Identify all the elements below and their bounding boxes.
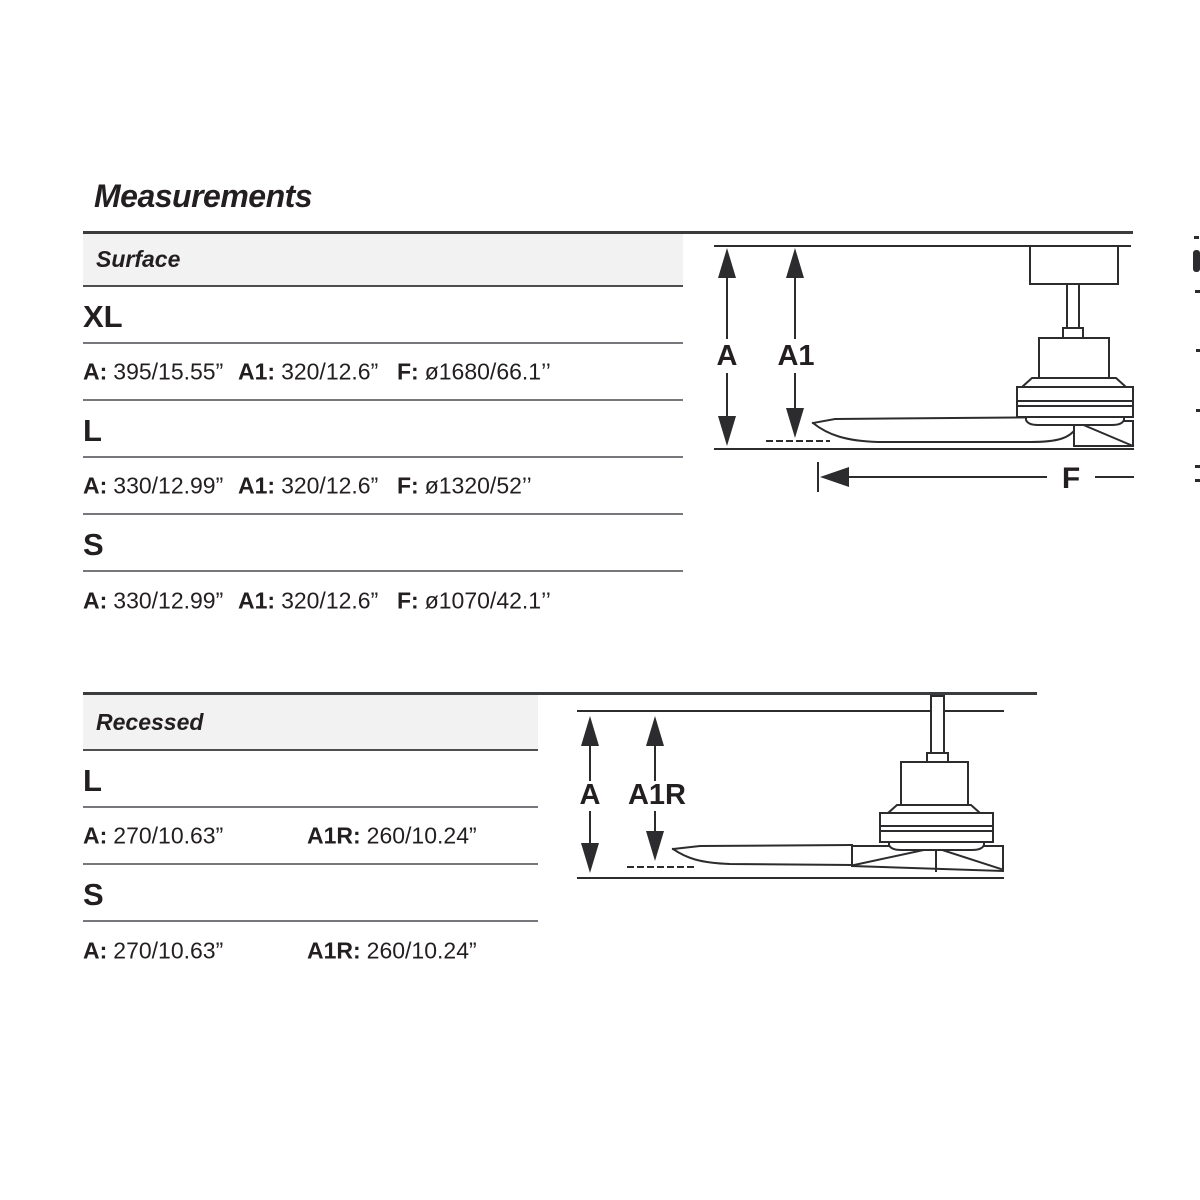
dim-a	[83, 472, 223, 499]
arrow-a-up	[581, 716, 599, 746]
rod-coupler	[1063, 328, 1083, 338]
dim-value: 270/10.63”	[113, 822, 224, 848]
dim-value: 320/12.6”	[281, 358, 379, 384]
dim-a	[83, 937, 223, 964]
dim-a	[83, 358, 223, 385]
dim-a1	[238, 587, 378, 614]
dim-a1r	[307, 937, 477, 964]
motor-ring-bottom	[880, 831, 993, 842]
size-label: S	[83, 526, 104, 562]
dim-label: A1:	[238, 587, 276, 613]
dim-a1r	[307, 822, 477, 849]
motor-cap	[889, 842, 984, 850]
dim-value: ø1680/66.1’’	[424, 358, 551, 384]
arrow-f-left	[820, 467, 849, 487]
dim-value: 330/12.99”	[113, 587, 224, 613]
dim-value: ø1320/52’’	[424, 472, 532, 498]
arrow-a1-down	[786, 408, 804, 438]
arrow-a1r-up	[646, 716, 664, 746]
dim-value: 330/12.99”	[113, 472, 224, 498]
recessed-size-l	[83, 751, 538, 808]
dim-label: F:	[397, 358, 419, 384]
arrow-a-down	[718, 416, 736, 446]
motor-ring-top	[880, 813, 993, 826]
downrod	[931, 696, 944, 753]
page-title: Measurements	[94, 178, 313, 214]
fan-blade	[673, 845, 852, 849]
dim-label: A:	[83, 937, 108, 963]
dimension-label-a1: A1	[777, 340, 815, 372]
arrow-a-up	[718, 248, 736, 278]
motor-ring-top	[1017, 387, 1133, 401]
motor-plate	[1022, 378, 1126, 387]
recessed-dims-l	[83, 808, 538, 865]
dimension-label-a: A	[716, 340, 738, 372]
surface-dims-s	[83, 572, 683, 629]
dim-value: 320/12.6”	[281, 472, 379, 498]
dim-a1	[238, 472, 378, 499]
arrow-a-down	[581, 843, 599, 873]
motor-housing	[1039, 338, 1109, 378]
dim-value: 260/10.24”	[366, 937, 477, 963]
dim-value: 270/10.63”	[113, 937, 224, 963]
dim-label: A1R:	[307, 937, 361, 963]
dim-label: A:	[83, 822, 108, 848]
arrow-a1r-down	[646, 831, 664, 861]
ceiling-canopy	[1030, 246, 1118, 284]
arrow-a1-up	[786, 248, 804, 278]
recessed-mount-fan-diagram	[560, 695, 1020, 895]
dim-label: F:	[397, 587, 419, 613]
dim-value: 260/10.24”	[366, 822, 477, 848]
dim-label: A:	[83, 358, 108, 384]
surface-dims-xl	[83, 344, 683, 401]
motor-ring-bottom	[1017, 406, 1133, 417]
size-label: L	[83, 412, 102, 448]
surface-size-l	[83, 401, 683, 458]
dim-label: A1R:	[307, 822, 361, 848]
dim-label: A:	[83, 587, 108, 613]
dimension-label-a: A	[579, 779, 601, 811]
size-label: L	[83, 762, 102, 798]
size-label: S	[83, 876, 104, 912]
dim-value: ø1070/42.1’’	[424, 587, 551, 613]
recessed-header-label: Recessed	[96, 708, 204, 735]
surface-header-label: Surface	[96, 246, 181, 272]
rod-coupler	[927, 753, 948, 762]
surface-size-s	[83, 515, 683, 572]
downrod	[1067, 284, 1079, 330]
dim-label: F:	[397, 472, 419, 498]
dim-label: A1:	[238, 358, 276, 384]
dimension-label-f: F	[1061, 462, 1081, 495]
surface-mount-fan-diagram	[688, 236, 1140, 500]
motor-housing	[901, 762, 968, 805]
recessed-table-header	[83, 695, 538, 751]
dim-f	[397, 358, 551, 385]
motor-cap	[1026, 417, 1124, 425]
surface-table-header	[83, 234, 683, 287]
recessed-size-s	[83, 865, 538, 922]
motor-plate	[888, 805, 980, 813]
recessed-table	[83, 695, 538, 979]
recessed-dims-s	[83, 922, 538, 979]
dim-label: A:	[83, 472, 108, 498]
surface-dims-l	[83, 458, 683, 515]
dim-value: 320/12.6”	[281, 587, 379, 613]
size-label: XL	[83, 298, 123, 334]
dim-a	[83, 587, 223, 614]
dim-f	[397, 472, 532, 499]
dim-a	[83, 822, 223, 849]
dim-label: A1:	[238, 472, 276, 498]
dim-a1	[238, 358, 378, 385]
dim-value: 395/15.55”	[113, 358, 224, 384]
dim-f	[397, 587, 551, 614]
surface-size-xl	[83, 287, 683, 344]
dimension-label-a1r: A1R	[627, 779, 687, 811]
surface-table	[83, 234, 683, 629]
